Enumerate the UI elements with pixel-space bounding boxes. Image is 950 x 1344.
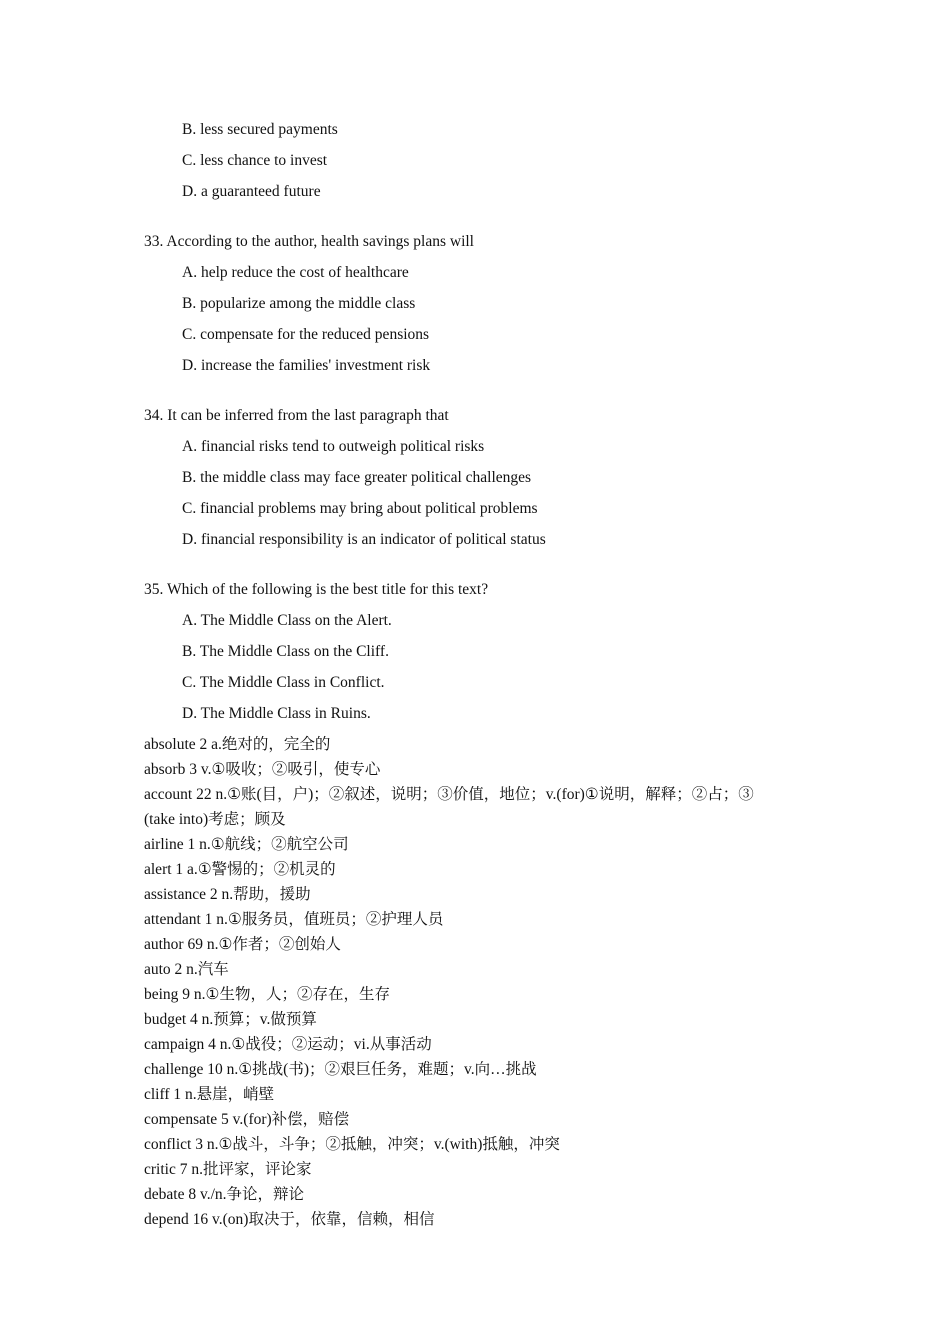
vocab-entry: campaign 4 n.①战役；②运动；vi.从事活动 — [144, 1036, 432, 1053]
vocab-entry: debate 8 v./n.争论，辩论 — [144, 1186, 304, 1203]
vocab-entry: absolute 2 a.绝对的，完全的 — [144, 736, 331, 753]
vocab-entry: airline 1 n.①航线；②航空公司 — [144, 836, 349, 853]
q34-option-b: B. the middle class may face greater political challenges — [182, 469, 532, 486]
vocab-entry: conflict 3 n.①战斗，斗争；②抵触，冲突；v.(with)抵触，冲突 — [144, 1136, 560, 1153]
question-34-stem: 34. It can be inferred from the last paragraph that — [144, 407, 449, 424]
q32-option-d: D. a guaranteed future — [182, 183, 321, 200]
q35-option-a: A. The Middle Class on the Alert. — [182, 612, 392, 629]
q34-option-d: D. financial responsibility is an indicator of political status — [182, 531, 546, 548]
question-33-stem: 33. According to the author, health savings plans will — [144, 233, 474, 250]
vocab-entry: absorb 3 v.①吸收；②吸引，使专心 — [144, 761, 381, 778]
q32-option-b: B. less secured payments — [182, 121, 338, 138]
vocab-entry: auto 2 n.汽车 — [144, 961, 229, 978]
vocab-entry: depend 16 v.(on)取决于，依靠，信赖，相信 — [144, 1211, 435, 1228]
q35-option-d: D. The Middle Class in Ruins. — [182, 705, 371, 722]
vocab-entry: attendant 1 n.①服务员，值班员；②护理人员 — [144, 911, 444, 928]
vocab-entry: budget 4 n.预算；v.做预算 — [144, 1011, 317, 1028]
q33-option-d: D. increase the families' investment risk — [182, 357, 431, 374]
q34-option-a: A. financial risks tend to outweigh political risks — [182, 438, 485, 455]
q35-option-b: B. The Middle Class on the Cliff. — [182, 643, 389, 660]
q33-option-b: B. popularize among the middle class — [182, 295, 416, 312]
vocab-entry: critic 7 n.批评家，评论家 — [144, 1161, 312, 1178]
vocab-entry: compensate 5 v.(for)补偿，赔偿 — [144, 1111, 350, 1128]
vocab-entry: cliff 1 n.悬崖，峭壁 — [144, 1086, 275, 1103]
q32-option-c: C. less chance to invest — [182, 152, 328, 169]
vocab-entry: alert 1 a.①警惕的；②机灵的 — [144, 861, 336, 878]
vocab-entry: being 9 n.①生物，人；②存在，生存 — [144, 986, 390, 1003]
question-35-stem: 35. Which of the following is the best title for this text? — [144, 581, 489, 598]
vocab-entry: account 22 n.①账(目，户)；②叙述，说明；③价值，地位；v.(for)①说明，解释；②占；③ — [144, 786, 754, 803]
vocab-entry: author 69 n.①作者；②创始人 — [144, 936, 341, 953]
q33-option-a: A. help reduce the cost of healthcare — [182, 264, 409, 281]
q35-option-c: C. The Middle Class in Conflict. — [182, 674, 385, 691]
q34-option-c: C. financial problems may bring about political problems — [182, 500, 538, 517]
q33-option-c: C. compensate for the reduced pensions — [182, 326, 430, 343]
vocab-entry: challenge 10 n.①挑战(书)；②艰巨任务，难题；v.向…挑战 — [144, 1061, 537, 1078]
vocab-entry: assistance 2 n.帮助，援助 — [144, 886, 311, 903]
vocab-entry-continued: (take into)考虑；顾及 — [144, 811, 286, 828]
